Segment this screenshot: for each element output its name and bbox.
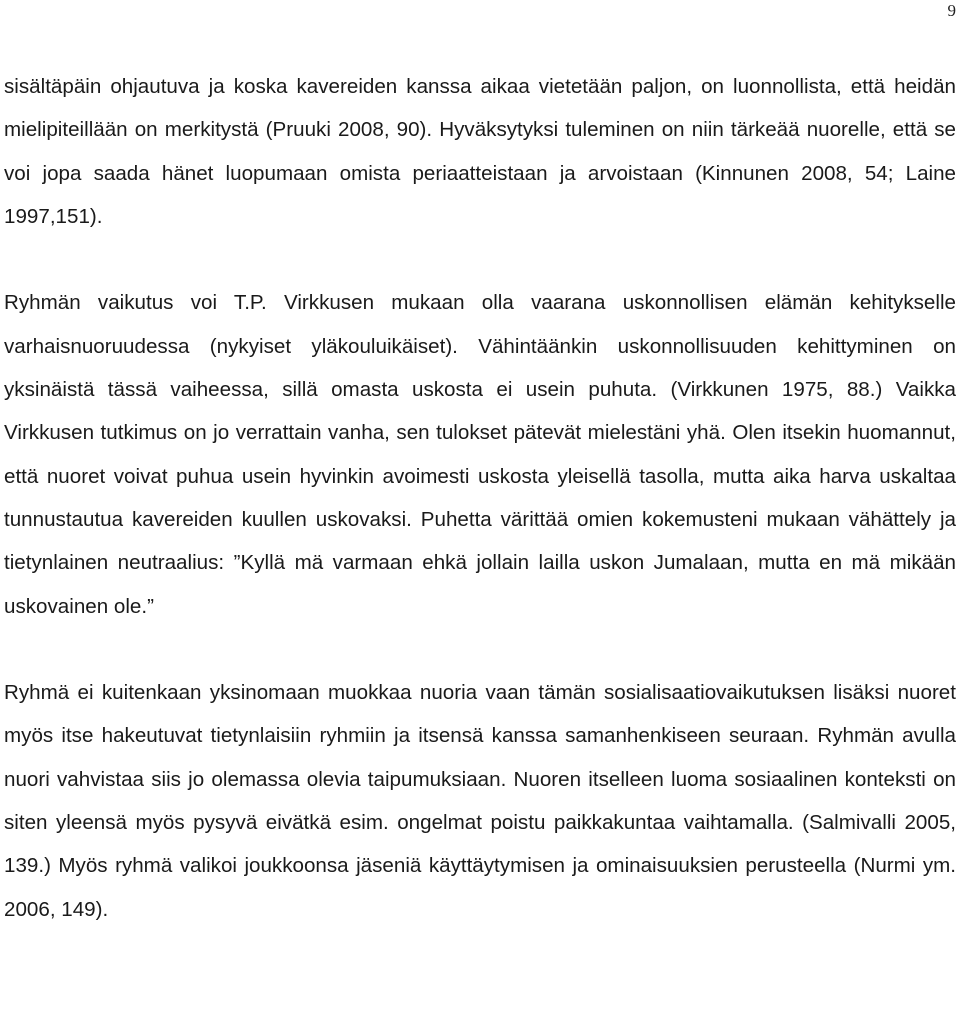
page-number: 9: [947, 1, 956, 20]
paragraph-spacer: [4, 238, 956, 281]
paragraph-spacer: [4, 628, 956, 671]
paragraph-3: Ryhmä ei kuitenkaan yksinomaan muokkaa nuoria vaan tämän sosialisaatiovaikutuksen lisäksi nuoret myös itse hakeutuvat tietynlaisiin ryhmiin ja itsensä kanssa samanhenkiseen seuraan. Ryhmän avulla nuori vahvistaa siis jo olemassa olevia taipumuksiaan. Nuoren itselleen luoma sosiaalinen konteksti on siten yleensä myös pysyvä eivätkä esim. ongelmat poistu paikkakuntaa vaihtamalla. (Salmivalli 2005, 139.) Myös ryhmä valikoi joukkoonsa jäseniä käyttäytymisen ja ominaisuuksien perusteella (Nurmi ym. 2006, 149).: [4, 681, 956, 921]
document-body: [4, 65, 956, 931]
paragraph-2: Ryhmän vaikutus voi T.P. Virkkusen mukaan olla vaarana uskonnollisen elämän kehitykselle varhaisnuoruudessa (nykyiset yläkouluikäiset). Vähintäänkin uskonnollisuuden kehittyminen on yksinäistä tässä vaiheessa, sillä omasta uskosta ei usein puhuta. (Virkkunen 1975, 88.) Vaikka Virkkusen tutkimus on jo verrattain vanha, sen tulokset pätevät mielestäni yhä. Olen itsekin huomannut, että nuoret voivat puhua usein hyvinkin avoimesti uskosta yleisellä tasolla, mutta aika harva uskaltaa tunnustautua kavereiden kuullen uskovaksi. Puhetta värittää omien kokemusteni mukaan vähättely ja tietynlainen neutraalius: ”Kyllä mä varmaan ehkä jollain lailla uskon Jumalaan, mutta en mä mikään uskovainen ole.”: [4, 291, 956, 618]
paragraph-1: sisältäpäin ohjautuva ja koska kavereiden kanssa aikaa vietetään paljon, on luonnollista, että heidän mielipiteillään on merkitystä (Pruuki 2008, 90). Hyväksytyksi tuleminen on niin tärkeää nuorelle, että se voi jopa saada hänet luopumaan omista periaatteistaan ja arvoistaan (Kinnunen 2008, 54; Laine 1997,151).: [4, 75, 956, 228]
